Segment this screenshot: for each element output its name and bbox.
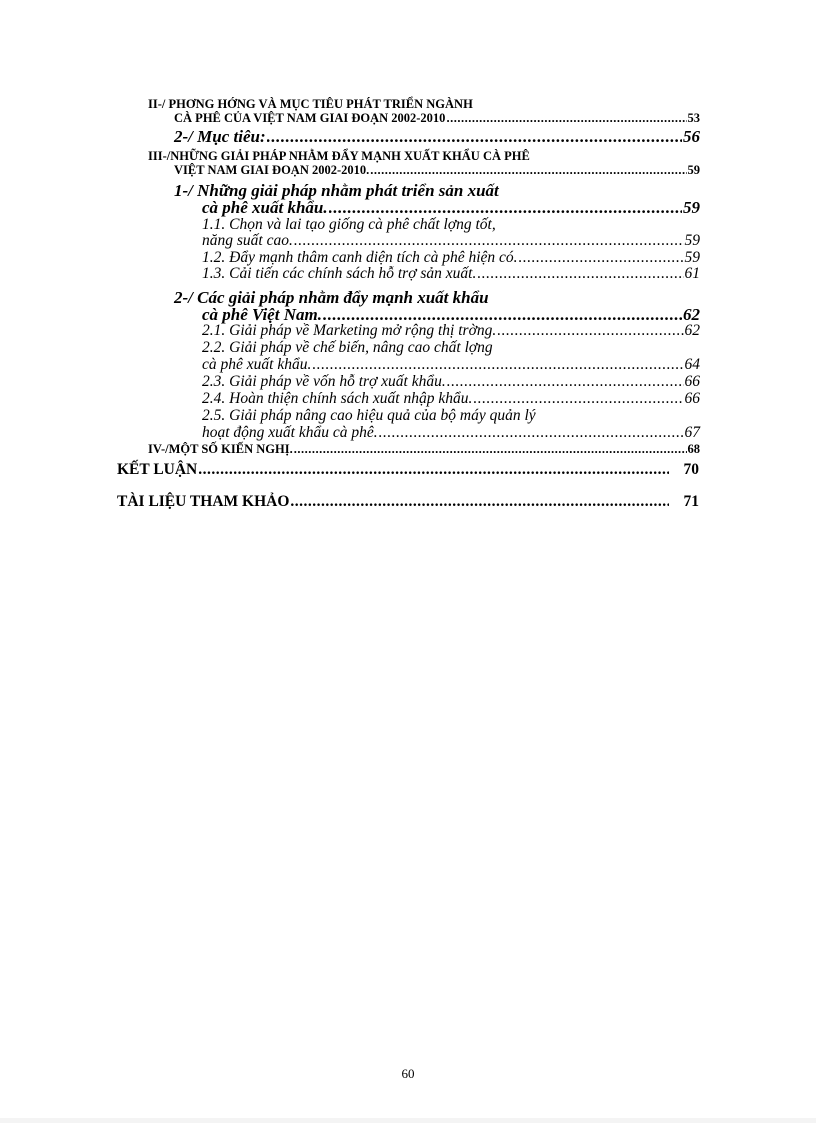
toc-page-ref: 53 bbox=[687, 111, 700, 125]
toc-page-ref: 71 bbox=[683, 493, 699, 510]
toc-section-3-title-line1: III-/NHỮNG GIẢI PHÁP NHẰM ĐẨY MẠNH XUẤT KHẨU CÀ PHÊ bbox=[148, 149, 530, 163]
leader-dots bbox=[370, 164, 686, 177]
toc-entry-label: TÀI LIỆU THAM KHẢO bbox=[117, 493, 290, 510]
leader-dots bbox=[323, 306, 682, 323]
toc-entry-label: 2-/ Mục tiêu: bbox=[174, 127, 266, 146]
leader-dots bbox=[290, 494, 668, 510]
toc-page-ref: 56 bbox=[683, 127, 700, 146]
toc-entry-label: 2.4. Hoàn thiện chính sách xuất nhập khẩu. bbox=[202, 390, 473, 407]
toc-entry-label: 1.2. Đẩy mạnh thâm canh diện tích cà phê hiện có. bbox=[202, 249, 518, 266]
toc-entry-1-1-line1: 1.1. Chọn và lai tạo giống cà phê chất lợng tốt, bbox=[202, 216, 496, 233]
toc-entry-1-1[interactable] bbox=[202, 233, 700, 249]
toc-entry-label: 2.3. Giải pháp về vốn hỗ trợ xuất khẩu. bbox=[202, 373, 446, 390]
toc-page-ref: 66 bbox=[684, 373, 700, 390]
toc-page-ref: 67 bbox=[684, 424, 700, 441]
toc-entry-2-3[interactable] bbox=[202, 374, 700, 390]
toc-entry-label: cà phê xuất khẩu. bbox=[202, 356, 312, 373]
toc-entry-2-1[interactable] bbox=[202, 323, 700, 339]
toc-entry-label: IV-/MỘT SỐ KIẾN NGHỊ. bbox=[148, 442, 293, 456]
toc-entry-2-2-line1: 2.2. Giải pháp về chế biến, nâng cao chất lợng bbox=[202, 339, 493, 356]
toc-entry-3-2-line1: 2-/ Các giải pháp nhằm đẩy mạnh xuất khẩu bbox=[174, 288, 489, 307]
toc-page-ref: 59 bbox=[687, 163, 700, 177]
leader-dots bbox=[477, 266, 683, 282]
toc-page-ref: 66 bbox=[684, 390, 700, 407]
toc-entry-section-3[interactable] bbox=[174, 164, 700, 177]
leader-dots bbox=[267, 128, 682, 145]
toc-entry-label: 2.1. Giải pháp về Marketing mở rộng thị trờng. bbox=[202, 322, 497, 339]
toc-entry-label: 1.3. Cải tiến các chính sách hỗ trợ sản xuất. bbox=[202, 265, 477, 282]
leader-dots bbox=[447, 374, 684, 390]
toc-section-2-title-line2: CÀ PHÊ CỦA VIỆT NAM GIAI ĐOẠN 2002-2010 bbox=[174, 111, 446, 125]
toc-entry-3-2[interactable] bbox=[202, 306, 700, 323]
toc-entry-label: hoạt động xuất khẩu cà phê. bbox=[202, 424, 378, 441]
toc-entry-2-5-line1: 2.5. Giải pháp nâng cao hiệu quả của bộ máy quản lý bbox=[202, 407, 536, 424]
toc-entry-conclusion[interactable] bbox=[117, 462, 699, 478]
toc-page-ref: 64 bbox=[684, 356, 700, 373]
page-bottom-edge bbox=[0, 1118, 816, 1123]
toc-section-2-title-line1: II-/ PHƠNG HỚNG VÀ MỤC TIÊU PHÁT TRIỂN NGÀNH bbox=[148, 97, 473, 111]
page-number: 60 bbox=[401, 1066, 415, 1081]
toc-page-ref: 59 bbox=[684, 249, 700, 266]
toc-page-ref: 59 bbox=[683, 198, 700, 217]
toc-entry-section-2[interactable] bbox=[174, 112, 700, 125]
leader-dots bbox=[473, 391, 683, 407]
toc-entry-2-5[interactable] bbox=[202, 425, 700, 441]
toc-page-ref: 62 bbox=[683, 305, 700, 324]
toc-entry-3-1-line1: 1-/ Những giải pháp nhằm phát triển sản xuất bbox=[174, 181, 499, 200]
toc-entry-references[interactable] bbox=[117, 494, 699, 510]
toc-entry-3-1[interactable] bbox=[202, 199, 700, 216]
toc-entry-1-2[interactable] bbox=[202, 250, 700, 266]
toc-page-ref: 61 bbox=[684, 265, 700, 282]
toc-entry-label: cà phê Việt Nam. bbox=[202, 305, 322, 324]
leader-dots bbox=[519, 250, 684, 266]
toc-page-ref: 62 bbox=[684, 322, 700, 339]
leader-dots bbox=[312, 357, 683, 373]
leader-dots bbox=[379, 425, 684, 441]
toc-entry-label: KẾT LUẬN bbox=[117, 461, 198, 478]
toc-section-3-title-line2: VIỆT NAM GIAI ĐOẠN 2002-2010. bbox=[174, 163, 370, 177]
leader-dots bbox=[294, 443, 687, 456]
toc-entry-label: cà phê xuất khẩu. bbox=[202, 198, 328, 217]
toc-page-ref: 68 bbox=[687, 442, 700, 456]
leader-dots bbox=[329, 199, 682, 216]
toc-entry-label: năng suất cao. bbox=[202, 232, 293, 249]
toc-entry-section-4[interactable] bbox=[148, 443, 700, 456]
toc-entry-2-2[interactable] bbox=[202, 357, 700, 373]
toc-entry-2-4[interactable] bbox=[202, 391, 700, 407]
toc-entry-2-muc-tieu[interactable] bbox=[174, 128, 700, 145]
toc-page-ref: 59 bbox=[684, 232, 700, 249]
toc-entry-1-3[interactable] bbox=[202, 266, 700, 282]
leader-dots bbox=[497, 323, 683, 339]
leader-dots bbox=[446, 112, 686, 125]
toc-page-ref: 70 bbox=[683, 461, 699, 478]
leader-dots bbox=[294, 233, 684, 249]
leader-dots bbox=[198, 462, 668, 478]
